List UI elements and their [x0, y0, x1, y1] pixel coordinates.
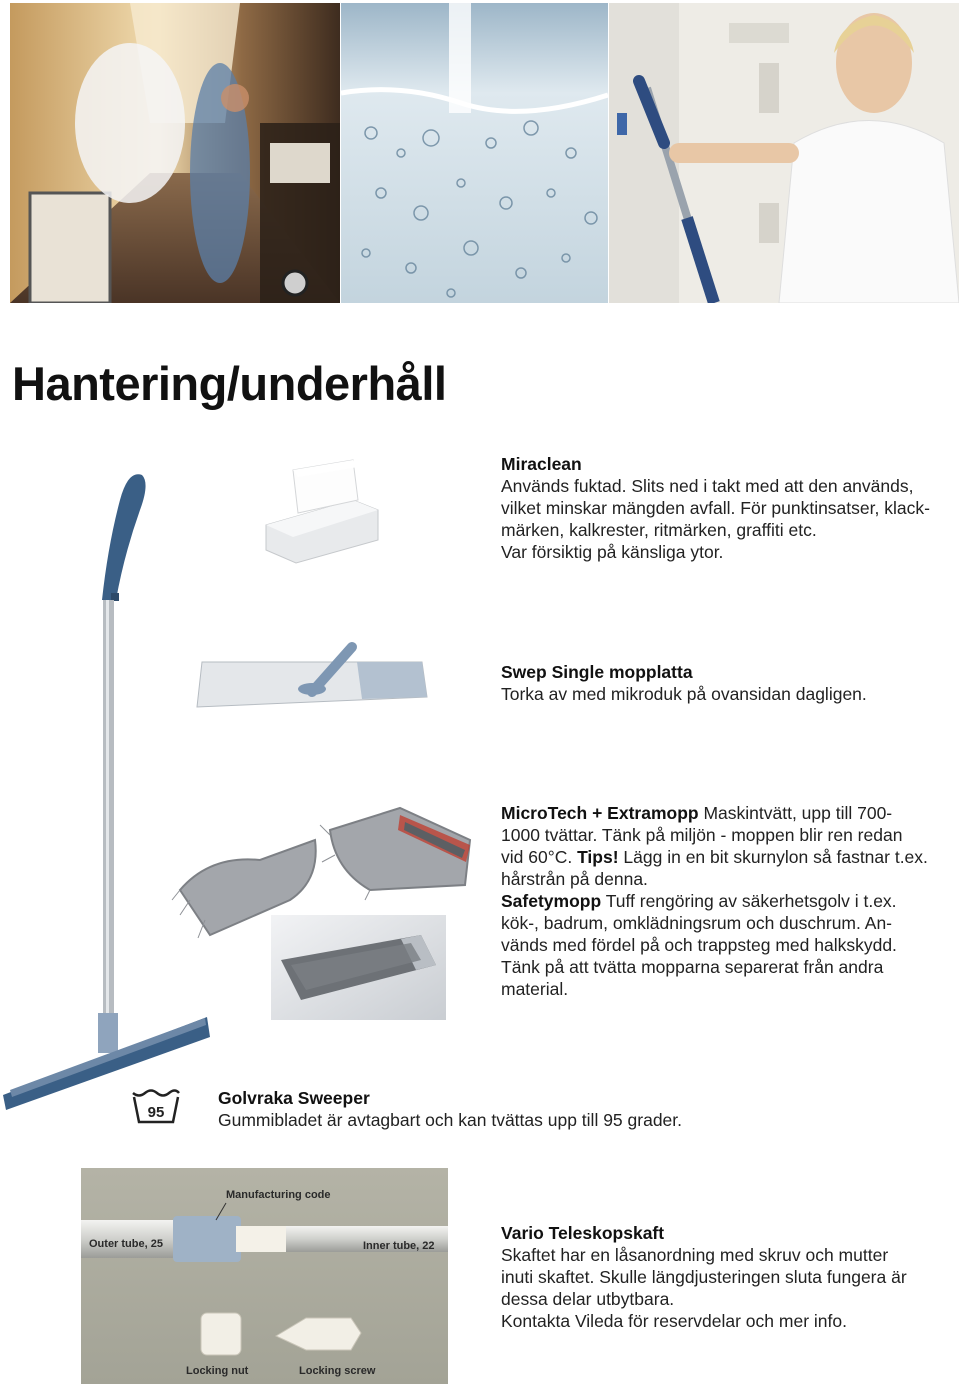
- safetymopp-text: Tuff rengöring av säkerhetsgolv i t.ex.: [601, 891, 897, 911]
- vario-line: dessa delar utbytbara.: [501, 1289, 675, 1309]
- safetymopp-line: kök-, badrum, omklädningsrum och duschrum. An-: [501, 913, 892, 933]
- golvraka-section: [218, 1087, 938, 1131]
- vario-heading: Vario Teleskopskaft: [501, 1223, 665, 1243]
- woman-with-mop-photo: [609, 3, 959, 303]
- corridor-photo: [10, 3, 340, 303]
- locking-nut-label: Locking nut: [186, 1365, 249, 1377]
- wash-symbol-number: 95: [147, 1104, 165, 1121]
- microtech-text: Lägg in en bit skurnylon så fastnar t.ex.: [618, 847, 928, 867]
- miraclean-line: Används fuktad. Slits ned i takt med att den används,: [501, 476, 914, 496]
- microtech-line: hårstrån på denna.: [501, 869, 648, 889]
- microtech-heading: MicroTech + Extramopp: [501, 803, 699, 823]
- vario-line: inuti skaftet. Skulle längdjusteringen sluta fungera är: [501, 1267, 907, 1287]
- microtech-section: [501, 802, 931, 1000]
- safetymopp-line: material.: [501, 979, 569, 999]
- inner-tube-label: Inner tube, 22: [363, 1240, 435, 1252]
- safetymopp-line: vänds med fördel på och trappsteg med halkskydd.: [501, 935, 897, 955]
- microtech-text: Maskintvätt, upp till 700-: [698, 803, 893, 823]
- safetymopp-photo: [271, 915, 446, 1020]
- tips-label: Tips!: [577, 847, 619, 867]
- wash-95-symbol-icon: [131, 1088, 181, 1124]
- miraclean-line: Var försiktig på känsliga ytor.: [501, 542, 724, 562]
- golvraka-heading: Golvraka Sweeper: [218, 1088, 370, 1108]
- miraclean-line: märken, kalkrester, ritmärken, graffiti etc.: [501, 520, 817, 540]
- safetymopp-heading: Safetymopp: [501, 891, 602, 911]
- outer-tube-label: Outer tube, 25: [89, 1238, 163, 1250]
- miraclean-line: vilket minskar mängden avfall. För punktinsatser, klack-: [501, 498, 930, 518]
- golvraka-text: Gummibladet är avtagbart och kan tvättas upp till 95 grader.: [218, 1110, 683, 1130]
- microtech-line: 1000 tvättar. Tänk på miljön - moppen blir ren redan: [501, 825, 903, 845]
- miraclean-sponge-illustration: [258, 455, 383, 565]
- swep-section: [501, 661, 946, 705]
- swep-line: Torka av med mikroduk på ovansidan dagligen.: [501, 684, 867, 704]
- miraclean-heading: Miraclean: [501, 454, 582, 474]
- telescope-parts-photo: [81, 1168, 448, 1384]
- miraclean-section: [501, 453, 946, 563]
- vario-line: Kontakta Vileda för reservdelar och mer info.: [501, 1311, 847, 1331]
- swep-heading: Swep Single mopplatta: [501, 662, 693, 682]
- manufacturing-code-label: Manufacturing code: [226, 1189, 331, 1201]
- microtech-text: vid 60°C.: [501, 847, 578, 867]
- page-title: Hantering/underhåll: [12, 357, 447, 410]
- locking-screw-label: Locking screw: [299, 1365, 376, 1377]
- sweeper-squeegee-illustration: [0, 465, 215, 1115]
- swep-mop-plate-illustration: [192, 637, 432, 712]
- vario-line: Skaftet har en låsanordning med skruv och mutter: [501, 1245, 889, 1265]
- vario-section: [501, 1222, 941, 1332]
- safetymopp-line: Tänk på att tvätta mopparna separerat från andra: [501, 957, 884, 977]
- water-photo: [341, 3, 608, 303]
